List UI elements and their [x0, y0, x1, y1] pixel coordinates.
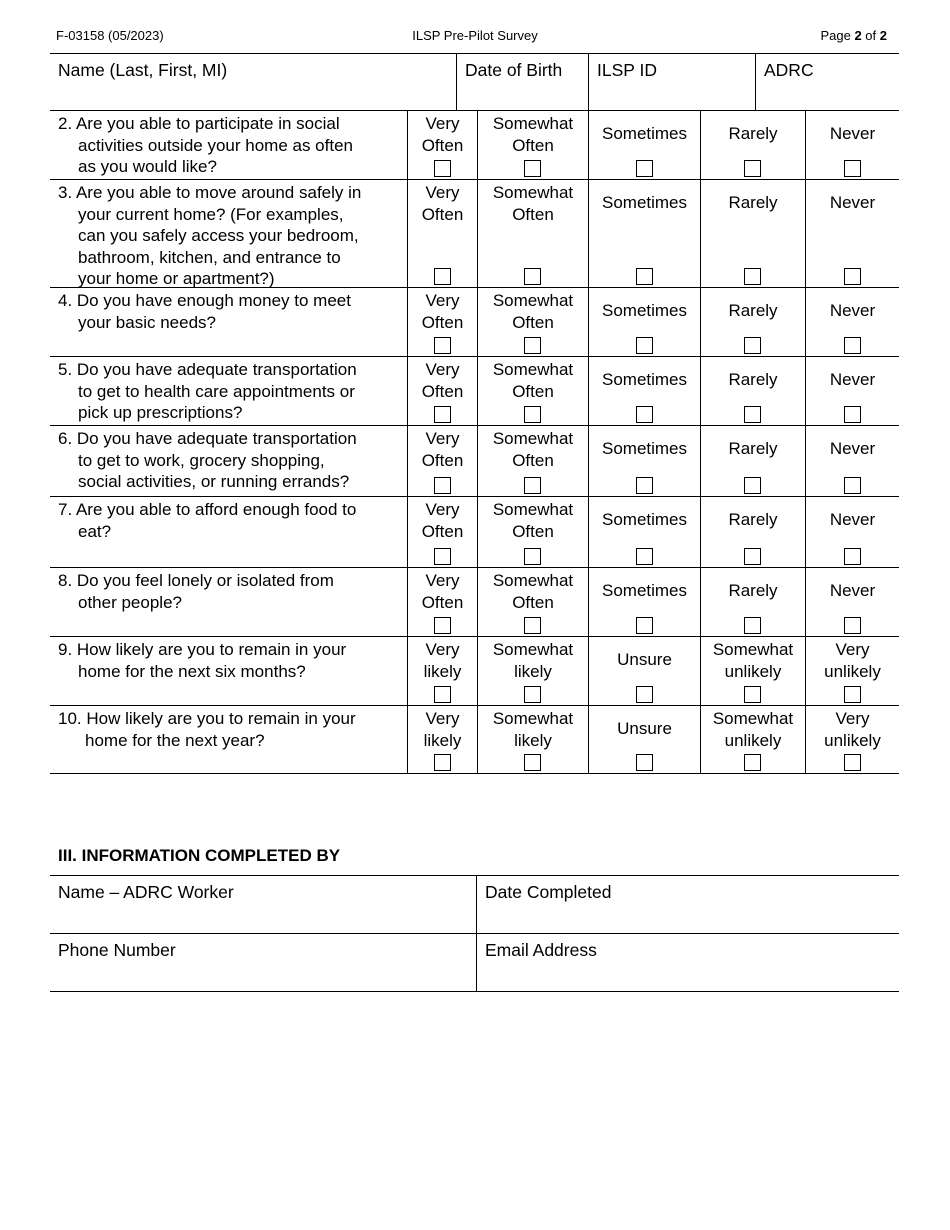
- option-label-line: likely: [514, 661, 552, 681]
- option-label-line: Never: [829, 581, 876, 600]
- option-label-line: unlikely: [724, 730, 782, 750]
- option-label: [408, 357, 477, 402]
- answer-checkbox[interactable]: [434, 617, 451, 634]
- option-label-line: Rarely: [728, 301, 778, 320]
- question-line: to get to work, grocery shopping,: [78, 450, 325, 470]
- answer-checkbox[interactable]: [744, 686, 761, 703]
- option-label: [701, 637, 805, 682]
- option-label-line: Somewhat: [492, 183, 574, 202]
- option-label-line: Often: [421, 521, 464, 541]
- email-address-field[interactable]: [476, 934, 899, 991]
- question-line: pick up prescriptions?: [78, 403, 243, 422]
- answer-option: [805, 111, 899, 179]
- question-text: [50, 288, 407, 356]
- answer-option: [588, 568, 700, 636]
- question-line: other people?: [78, 592, 182, 612]
- answer-option: [407, 706, 477, 773]
- option-label: [589, 706, 700, 740]
- answer-option: [407, 357, 477, 425]
- email-address-label: Email Address: [485, 940, 597, 960]
- option-label-line: Rarely: [728, 124, 778, 143]
- option-label-line: Often: [512, 135, 554, 155]
- option-label: [478, 180, 588, 225]
- answer-option: [700, 111, 805, 179]
- option-label-line: Sometimes: [601, 439, 688, 458]
- option-label: [478, 497, 588, 542]
- option-label: [589, 288, 700, 322]
- answer-option: [477, 111, 588, 179]
- question-line: 2. Are you able to participate in social: [58, 114, 340, 133]
- answer-option: [477, 426, 588, 496]
- option-label-line: Often: [421, 204, 464, 224]
- option-label-line: Somewhat: [712, 709, 794, 728]
- question-line: 6. Do you have adequate transportation: [58, 429, 357, 448]
- question-line: social activities, or running errands?: [78, 472, 350, 491]
- option-label-line: unlikely: [824, 730, 881, 750]
- option-label-line: Sometimes: [601, 301, 688, 320]
- answer-checkbox[interactable]: [844, 754, 861, 771]
- answer-checkbox[interactable]: [744, 617, 761, 634]
- answer-checkbox[interactable]: [636, 477, 653, 494]
- answer-option: [588, 288, 700, 356]
- dob-label: Date of Birth: [465, 60, 563, 80]
- answer-checkbox[interactable]: [844, 548, 861, 565]
- form-title: ILSP Pre-Pilot Survey: [412, 28, 538, 43]
- question-text: [50, 568, 407, 636]
- option-label-line: Sometimes: [601, 370, 688, 389]
- option-label-line: likely: [423, 661, 462, 681]
- option-label: [589, 637, 700, 671]
- option-label-line: Very: [835, 709, 870, 728]
- option-label: [701, 706, 805, 751]
- answer-checkbox[interactable]: [524, 477, 541, 494]
- option-label-line: Somewhat: [492, 500, 574, 519]
- page-total: 2: [879, 28, 887, 43]
- answer-checkbox[interactable]: [524, 160, 541, 177]
- answer-checkbox[interactable]: [844, 268, 861, 285]
- name-field[interactable]: [50, 54, 456, 110]
- option-label-line: Often: [512, 450, 554, 470]
- info-row: [50, 934, 899, 992]
- answer-checkbox[interactable]: [524, 754, 541, 771]
- option-label-line: Very: [425, 360, 460, 379]
- option-label-line: Never: [829, 510, 876, 529]
- option-label: [478, 637, 588, 682]
- question-row: [50, 357, 899, 426]
- option-label: [589, 568, 700, 602]
- answer-checkbox[interactable]: [744, 160, 761, 177]
- option-label-line: Often: [512, 312, 554, 332]
- question-row: [50, 497, 899, 568]
- option-label: [408, 426, 477, 471]
- question-line: home for the next six months?: [78, 661, 306, 681]
- answer-option: [700, 568, 805, 636]
- question-line: 7. Are you able to afford enough food to: [58, 500, 357, 519]
- question-line: your home or apartment?): [78, 269, 275, 288]
- adrc-field[interactable]: [755, 54, 899, 110]
- answer-option: [588, 111, 700, 179]
- option-label-line: unlikely: [824, 661, 881, 681]
- dob-field[interactable]: [456, 54, 588, 110]
- answer-checkbox[interactable]: [844, 406, 861, 423]
- identity-table: [50, 53, 899, 111]
- option-label: [701, 180, 805, 214]
- answer-checkbox[interactable]: [844, 337, 861, 354]
- survey-questions-table: [50, 111, 899, 774]
- question-line: your current home? (For examples,: [78, 204, 344, 224]
- option-label-line: Somewhat: [712, 640, 794, 659]
- question-row: [50, 111, 899, 180]
- option-label-line: Rarely: [728, 193, 778, 212]
- option-label-line: Rarely: [728, 581, 778, 600]
- option-label: [589, 357, 700, 391]
- option-label: [701, 568, 805, 602]
- answer-option: [407, 637, 477, 705]
- question-line: 10. How likely are you to remain in your: [58, 709, 356, 728]
- answer-option: [477, 180, 588, 287]
- option-label-line: Often: [421, 450, 464, 470]
- option-label: [408, 568, 477, 613]
- option-label: [478, 706, 588, 751]
- option-label-line: Rarely: [728, 510, 778, 529]
- option-label: [806, 568, 899, 602]
- option-label-line: Sometimes: [601, 193, 688, 212]
- answer-option: [700, 426, 805, 496]
- option-label-line: Sometimes: [601, 124, 688, 143]
- option-label-line: Somewhat: [492, 114, 574, 133]
- option-label-line: unlikely: [724, 661, 782, 681]
- answer-checkbox[interactable]: [434, 548, 451, 565]
- option-label-line: Often: [421, 381, 464, 401]
- answer-option: [805, 180, 899, 287]
- answer-checkbox[interactable]: [434, 160, 451, 177]
- question-text: [50, 180, 407, 287]
- answer-option: [700, 637, 805, 705]
- question-line: 8. Do you feel lonely or isolated from: [58, 571, 334, 590]
- option-label: [478, 426, 588, 471]
- option-label-line: Somewhat: [492, 429, 574, 448]
- option-label: [408, 497, 477, 542]
- option-label: [589, 111, 700, 145]
- question-row: [50, 180, 899, 288]
- answer-checkbox[interactable]: [524, 337, 541, 354]
- question-row: [50, 288, 899, 357]
- question-line: 3. Are you able to move around safely in: [58, 183, 362, 202]
- question-line: bathroom, kitchen, and entrance to: [78, 247, 341, 267]
- option-label: [701, 357, 805, 391]
- answer-checkbox[interactable]: [636, 160, 653, 177]
- answer-option: [407, 288, 477, 356]
- option-label-line: likely: [423, 730, 462, 750]
- option-label-line: Never: [829, 439, 876, 458]
- option-label-line: Never: [829, 301, 876, 320]
- answer-option: [700, 706, 805, 773]
- answer-checkbox[interactable]: [636, 686, 653, 703]
- question-text: [50, 111, 407, 179]
- option-label-line: Very: [425, 114, 460, 133]
- adrc-label: ADRC: [764, 60, 814, 80]
- question-line: 9. How likely are you to remain in your: [58, 640, 347, 659]
- completed-by-table: [50, 875, 899, 992]
- option-label-line: Unsure: [617, 650, 672, 669]
- option-label-line: Very: [425, 183, 460, 202]
- option-label: [478, 288, 588, 333]
- question-line: 5. Do you have adequate transportation: [58, 360, 357, 379]
- answer-option: [588, 706, 700, 773]
- option-label: [806, 288, 899, 322]
- answer-option: [805, 706, 899, 773]
- question-line: activities outside your home as often: [78, 135, 353, 155]
- answer-checkbox[interactable]: [844, 617, 861, 634]
- option-label-line: Sometimes: [601, 510, 688, 529]
- option-label: [806, 497, 899, 531]
- option-label-line: Rarely: [728, 439, 778, 458]
- option-label: [408, 637, 477, 682]
- section-title: III. INFORMATION COMPLETED BY: [58, 846, 341, 865]
- date-completed-field[interactable]: [476, 876, 899, 933]
- answer-option: [700, 497, 805, 567]
- option-label-line: Somewhat: [492, 709, 574, 728]
- answer-option: [805, 426, 899, 496]
- answer-option: [805, 357, 899, 425]
- answer-option: [588, 357, 700, 425]
- answer-option: [407, 568, 477, 636]
- answer-checkbox[interactable]: [434, 754, 451, 771]
- option-label-line: Very: [425, 500, 460, 519]
- answer-option: [407, 180, 477, 287]
- option-label: [701, 497, 805, 531]
- option-label-line: Never: [829, 124, 876, 143]
- page-of: of: [865, 28, 877, 43]
- question-line: home for the next year?: [85, 730, 265, 750]
- option-label-line: Very: [425, 709, 460, 728]
- answer-option: [477, 497, 588, 567]
- form-id: F-03158 (05/2023): [56, 28, 164, 43]
- option-label-line: Somewhat: [492, 640, 574, 659]
- answer-checkbox[interactable]: [636, 754, 653, 771]
- option-label-line: Often: [421, 592, 464, 612]
- answer-checkbox[interactable]: [434, 268, 451, 285]
- answer-checkbox[interactable]: [524, 268, 541, 285]
- option-label: [478, 111, 588, 156]
- answer-checkbox[interactable]: [434, 477, 451, 494]
- option-label-line: Often: [512, 592, 554, 612]
- answer-option: [477, 568, 588, 636]
- adrc-worker-name-field[interactable]: [50, 876, 476, 933]
- question-text: [50, 357, 407, 425]
- option-label-line: Very: [425, 640, 460, 659]
- option-label-line: Very: [425, 429, 460, 448]
- answer-checkbox[interactable]: [636, 268, 653, 285]
- answer-option: [407, 497, 477, 567]
- answer-checkbox[interactable]: [744, 548, 761, 565]
- question-line: can you safely access your bedroom,: [78, 226, 359, 245]
- adrc-worker-name-label: Name – ADRC Worker: [58, 882, 234, 902]
- answer-checkbox[interactable]: [844, 686, 861, 703]
- option-label: [589, 180, 700, 214]
- option-label-line: Very: [425, 291, 460, 310]
- answer-checkbox[interactable]: [636, 406, 653, 423]
- option-label-line: Never: [829, 370, 876, 389]
- question-line: eat?: [78, 521, 112, 541]
- option-label-line: Somewhat: [492, 360, 574, 379]
- option-label-line: Rarely: [728, 370, 778, 389]
- option-label: [806, 180, 899, 214]
- answer-option: [805, 497, 899, 567]
- answer-option: [477, 706, 588, 773]
- answer-option: [407, 111, 477, 179]
- option-label-line: likely: [514, 730, 552, 750]
- option-label: [701, 111, 805, 145]
- answer-checkbox[interactable]: [744, 406, 761, 423]
- question-line: 4. Do you have enough money to meet: [58, 291, 351, 310]
- option-label-line: Often: [421, 312, 464, 332]
- answer-option: [588, 497, 700, 567]
- option-label-line: Somewhat: [492, 571, 574, 590]
- answer-checkbox[interactable]: [434, 337, 451, 354]
- answer-checkbox[interactable]: [744, 477, 761, 494]
- ilsp-id-field[interactable]: [588, 54, 755, 110]
- answer-option: [805, 637, 899, 705]
- question-text: [50, 706, 407, 773]
- answer-checkbox[interactable]: [744, 268, 761, 285]
- answer-option: [588, 180, 700, 287]
- answer-option: [407, 426, 477, 496]
- answer-option: [700, 357, 805, 425]
- option-label: [589, 426, 700, 460]
- info-row: [50, 876, 899, 934]
- answer-option: [700, 180, 805, 287]
- question-text: [50, 497, 407, 567]
- answer-option: [700, 288, 805, 356]
- option-label: [701, 288, 805, 322]
- question-row: [50, 426, 899, 497]
- option-label: [806, 357, 899, 391]
- option-label-line: Never: [829, 193, 876, 212]
- answer-checkbox[interactable]: [524, 548, 541, 565]
- question-text: [50, 637, 407, 705]
- answer-option: [805, 288, 899, 356]
- option-label-line: Unsure: [617, 719, 672, 738]
- option-label: [806, 426, 899, 460]
- answer-checkbox[interactable]: [524, 617, 541, 634]
- name-label: Name (Last, First, MI): [58, 60, 228, 80]
- answer-checkbox[interactable]: [524, 406, 541, 423]
- answer-checkbox[interactable]: [844, 160, 861, 177]
- answer-checkbox[interactable]: [636, 548, 653, 565]
- option-label-line: Somewhat: [492, 291, 574, 310]
- ilsp-id-label: ILSP ID: [597, 60, 657, 80]
- option-label: [806, 706, 899, 751]
- option-label: [408, 180, 477, 225]
- option-label: [589, 497, 700, 531]
- answer-option: [477, 357, 588, 425]
- page-word: Page: [820, 28, 851, 43]
- answer-checkbox[interactable]: [636, 617, 653, 634]
- option-label-line: Very: [835, 640, 870, 659]
- answer-option: [588, 426, 700, 496]
- option-label: [408, 288, 477, 333]
- question-line: as you would like?: [78, 157, 217, 176]
- option-label-line: Very: [425, 571, 460, 590]
- answer-option: [805, 568, 899, 636]
- question-text: [50, 426, 407, 496]
- question-row: [50, 637, 899, 706]
- answer-option: [588, 637, 700, 705]
- answer-checkbox[interactable]: [636, 337, 653, 354]
- option-label: [408, 111, 477, 156]
- answer-checkbox[interactable]: [434, 686, 451, 703]
- answer-option: [477, 637, 588, 705]
- option-label-line: Sometimes: [601, 581, 688, 600]
- option-label-line: Often: [512, 521, 554, 541]
- option-label: [408, 706, 477, 751]
- answer-checkbox[interactable]: [744, 754, 761, 771]
- option-label-line: Often: [512, 381, 554, 401]
- date-completed-label: Date Completed: [485, 882, 612, 902]
- phone-number-field[interactable]: [50, 934, 476, 991]
- answer-checkbox[interactable]: [844, 477, 861, 494]
- option-label: [478, 357, 588, 402]
- option-label: [806, 637, 899, 682]
- option-label-line: Often: [512, 204, 554, 224]
- question-row: [50, 568, 899, 637]
- answer-checkbox[interactable]: [434, 406, 451, 423]
- question-line: your basic needs?: [78, 312, 216, 332]
- question-line: to get to health care appointments or: [78, 381, 355, 401]
- option-label: [806, 111, 899, 145]
- answer-checkbox[interactable]: [744, 337, 761, 354]
- page-current: 2: [854, 28, 862, 43]
- answer-option: [477, 288, 588, 356]
- answer-checkbox[interactable]: [524, 686, 541, 703]
- option-label: [701, 426, 805, 460]
- phone-number-label: Phone Number: [58, 940, 176, 960]
- page-indicator: [820, 28, 887, 43]
- option-label: [478, 568, 588, 613]
- option-label-line: Often: [421, 135, 464, 155]
- question-row: [50, 706, 899, 774]
